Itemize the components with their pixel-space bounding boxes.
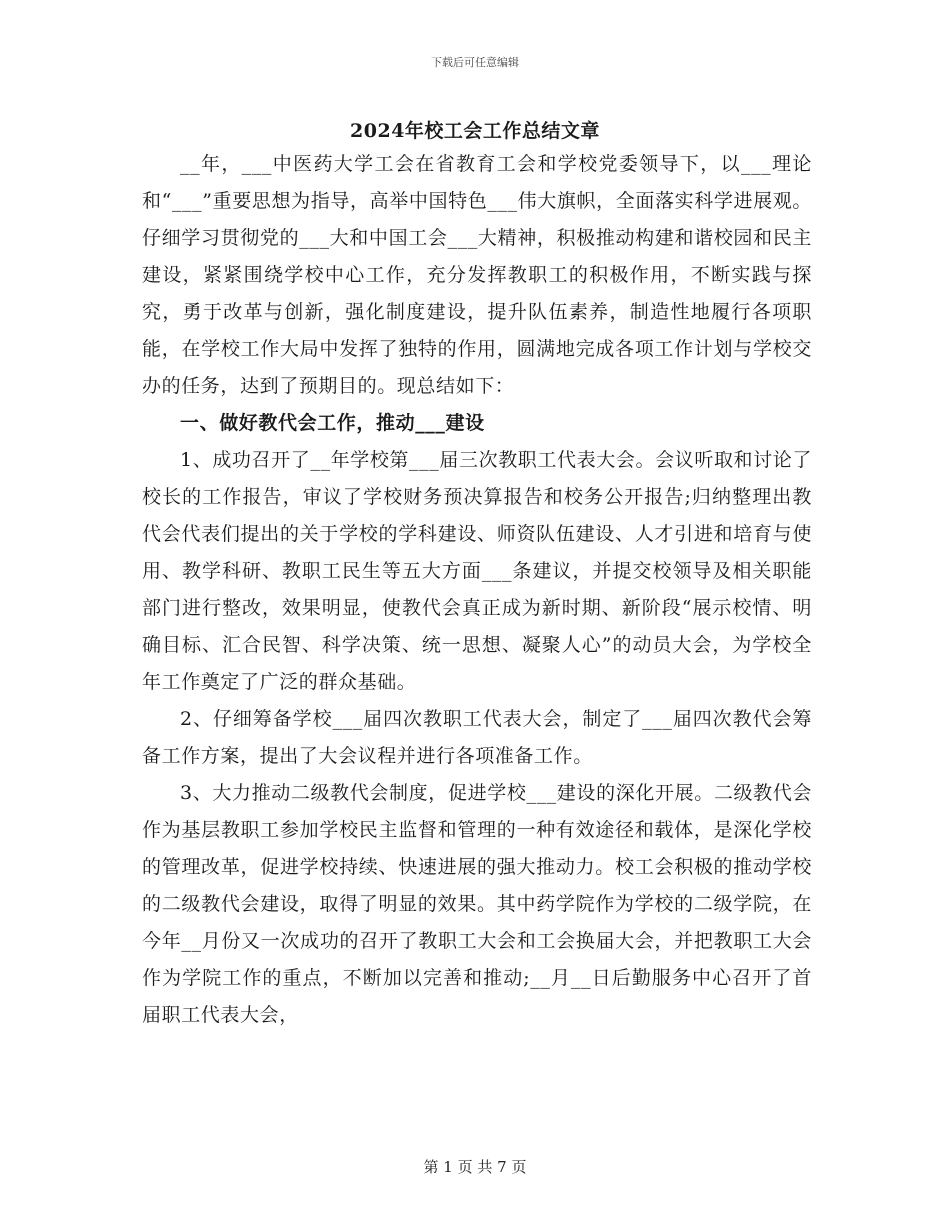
page-number-footer: 第 1 页 共 7 页 (423, 1158, 527, 1176)
document-title: 2024年校工会工作总结文章 (350, 120, 600, 142)
list-item: 2、仔细筹备学校___届四次教职工代表大会，制定了___届四次教代会筹备工作方案，提出了大会议程并进行各项准备工作。 (142, 708, 812, 767)
list-item: 3、大力推动二级教代会制度，促进学校___建设的深化开展。二级教代会作为基层教职工参加学校民主监督和管理的一种有效途径和载体，是深化学校的管理改革，促进学校持续、快速进展的强大推动力。校工会积极的推动学校的二级教代会建设，取得了明显的效果。其中药学院作为学校的二级学院，在今年__月份又一次成功的召开了教职工大会和工会换届大会，并把教职工大会作为学院工作的重点，不断加以完善和推动;__月__日后勤服务中心召开了首届职工代表大会， (142, 782, 812, 1026)
document-body (142, 146, 812, 1034)
list-item: 1、成功召开了__年学校第___届三次教职工代表大会。会议听取和讨论了校长的工作报告，审议了学校财务预决算报告和校务公开报告;归纳整理出教代会代表们提出的关于学校的学科建设、师资队伍建设、人才引进和培育与使用、教学科研、教职工民生等五大方面___条建议，并提交校领导及相关职能部门进行整改，效果明显，使教代会真正成为新时期、新阶段“展示校情、明确目标、汇合民智、科学决策、统一思想、凝聚人心”的动员大会，为学校全年工作奠定了广泛的群众基础。 (142, 449, 812, 693)
section-heading: 一、做好教代会工作，推动___建设 (180, 412, 485, 434)
intro-paragraph: __年，___中医药大学工会在省教育工会和学校党委领导下，以___理论和“___”重要思想为指导，高举中国特色___伟大旗帜，全面落实科学进展观。仔细学习贯彻党的___大和中国工会___大精神，积极推动构建和谐校园和民主建设，紧紧围绕学校中心工作，充分发挥教职工的积极作用，不断实践与探究，勇于改革与创新，强化制度建设，提升队伍素养，制造性地履行各项职能，在学校工作大局中发挥了独特的作用，圆满地完成各项工作计划与学校交办的任务，达到了预期目的。现总结如下： (142, 153, 812, 397)
header-note: 下载后可任意编辑 (431, 56, 519, 69)
